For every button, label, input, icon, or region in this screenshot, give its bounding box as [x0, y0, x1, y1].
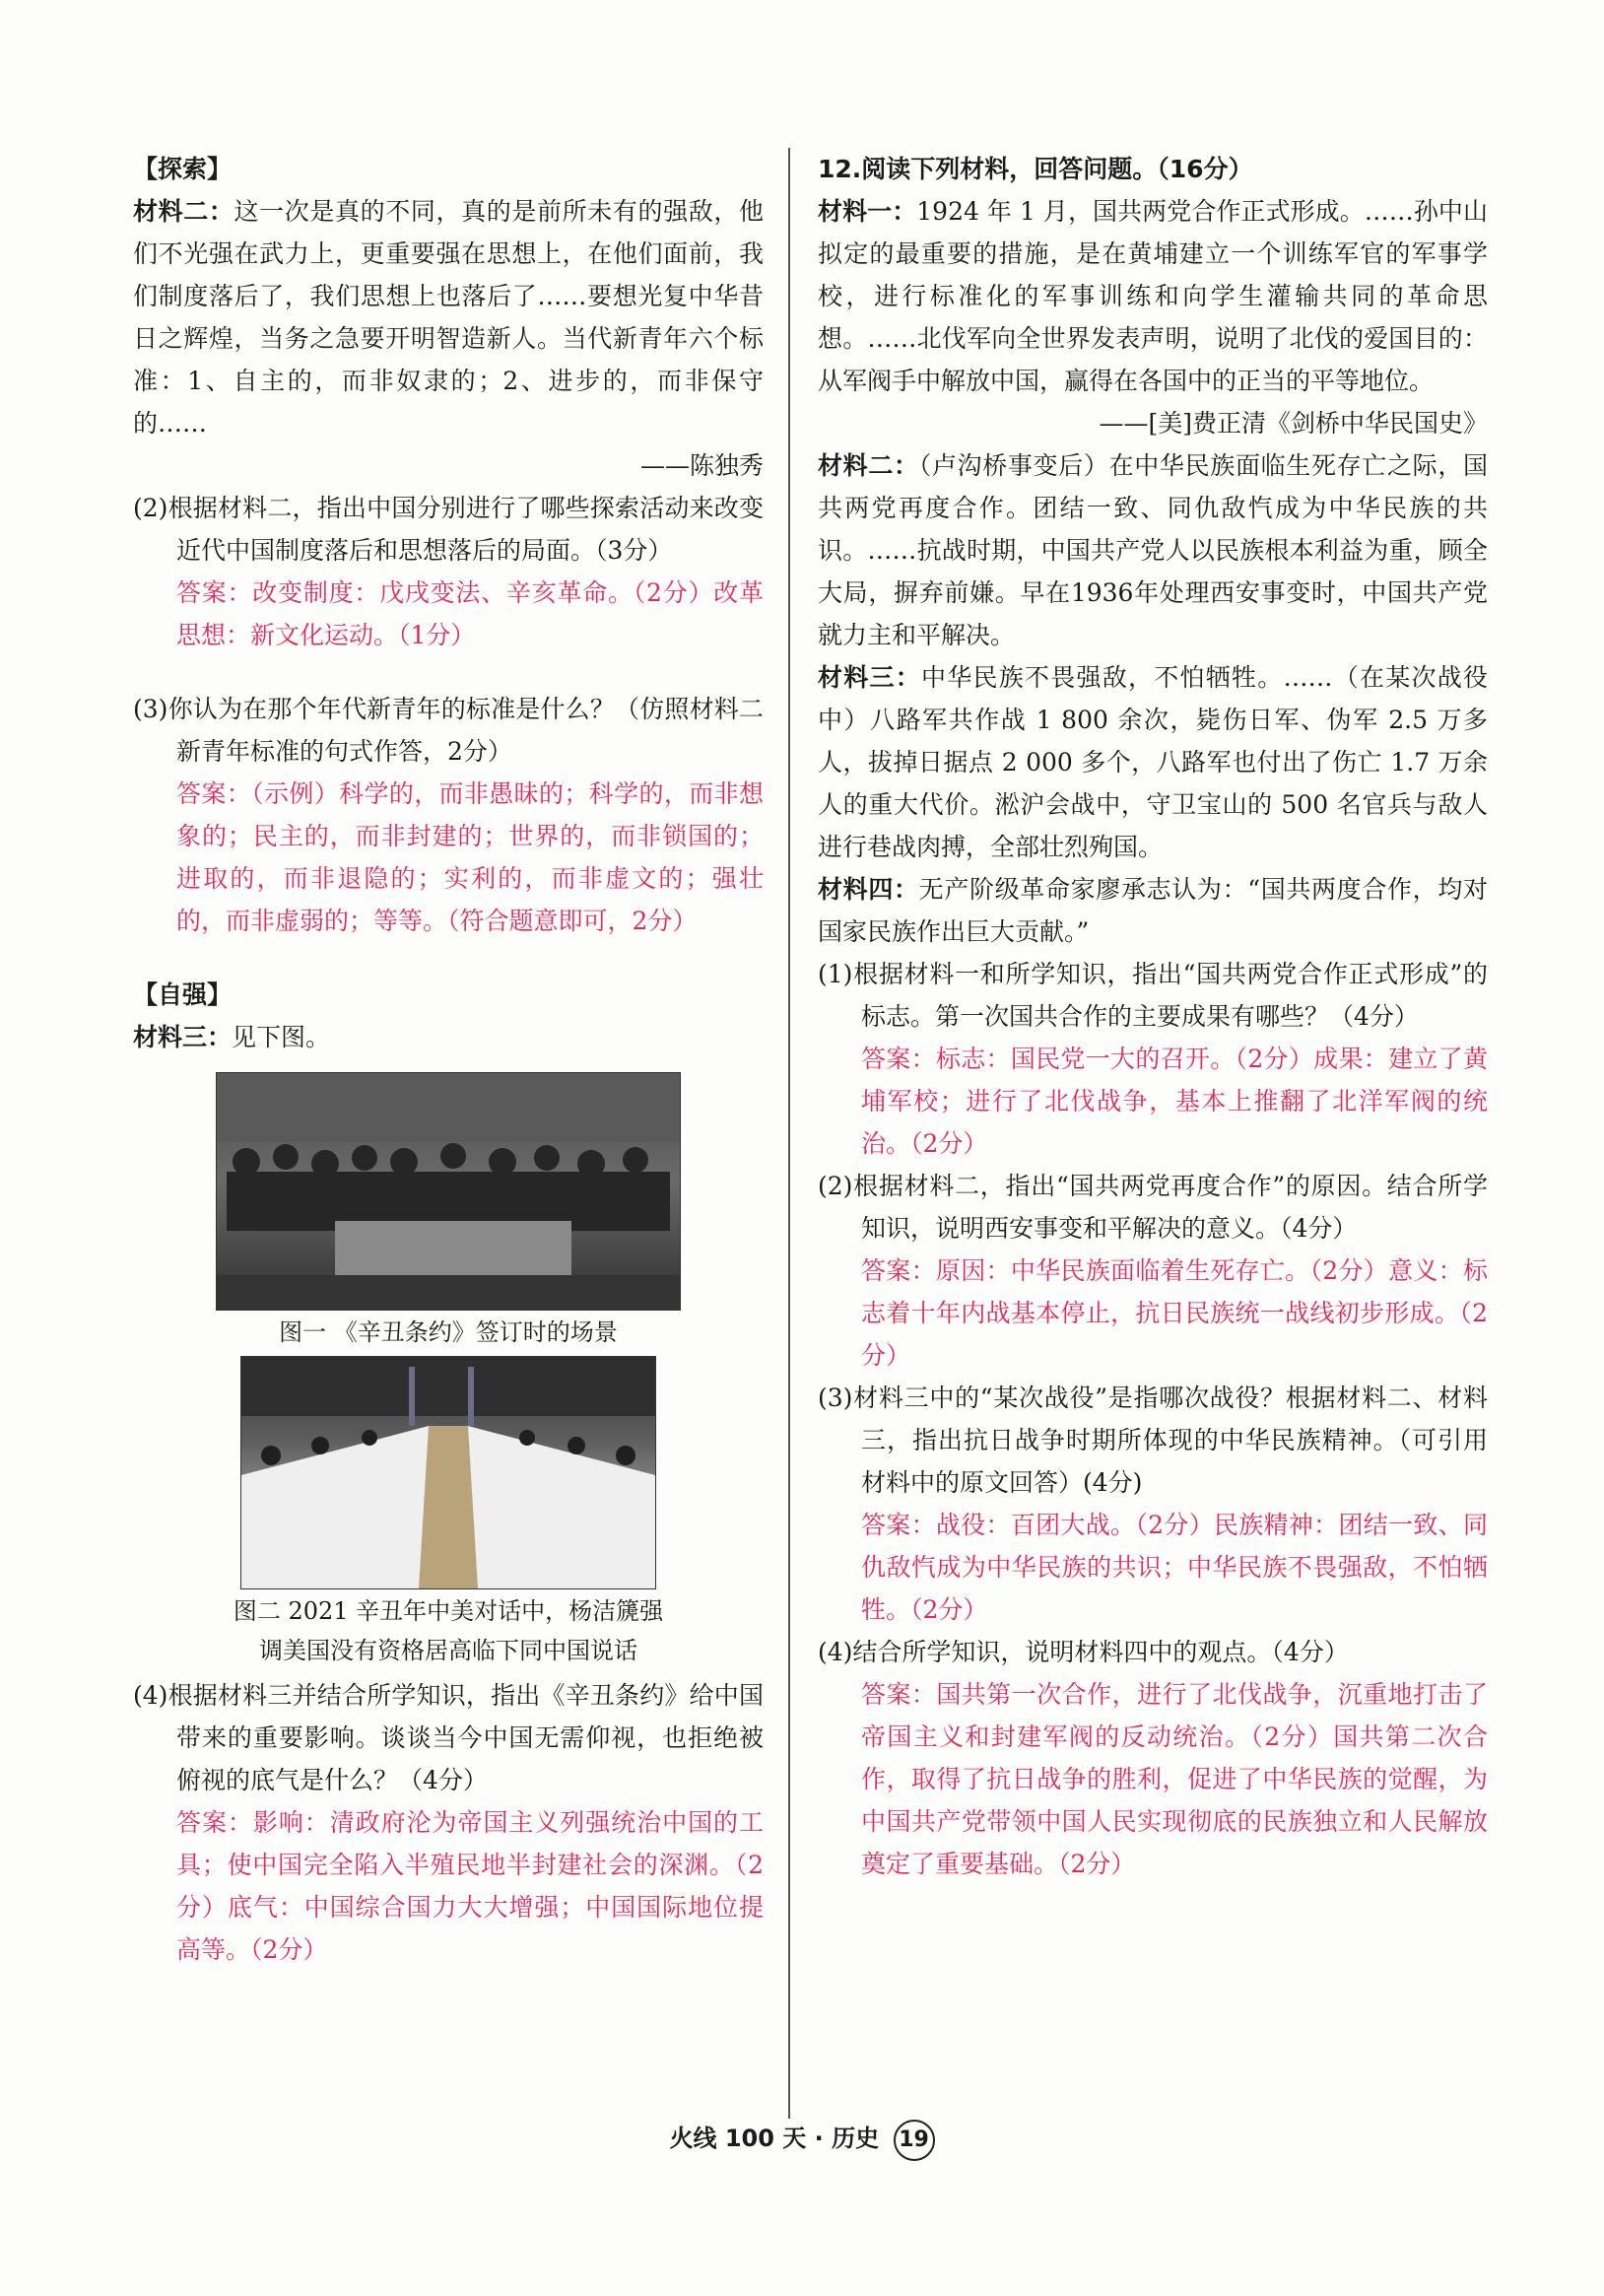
material-four: [818, 868, 1488, 953]
explore-heading: 【探索】: [133, 155, 233, 183]
answer-3-left: 答案：（示例）科学的，而非愚昧的；科学的，而非想象的；民主的，而非封建的；世界的，而非锁国的；进取的，而非退隐的；实利的，而非虚文的；强壮的，而非虚弱的；等等。（符合题意即可，2分）: [176, 779, 764, 935]
answer-2-right: 答案：原因：中华民族面临着生死存亡。（2分）意义：标志着十年内战基本停止，抗日民族统一战线初步形成。（2分）: [861, 1256, 1488, 1370]
material-label: 材料二：: [133, 197, 234, 226]
footer-title: 火线 100 天 · 历史: [669, 2125, 880, 2152]
right-column: [818, 148, 1488, 1885]
material-label: 材料一：: [818, 197, 917, 226]
dialogue-photo-graphic: [241, 1357, 655, 1588]
material-two-right: [818, 444, 1488, 656]
question-4-right: (4)结合所学知识，说明材料四中的观点。（4分）: [818, 1638, 1349, 1666]
material-source: ——陈独秀: [639, 451, 764, 480]
material-label: 材料三：: [818, 663, 921, 692]
caption-line: 图二 2021 辛丑年中美对话中，杨洁篪强: [233, 1597, 664, 1625]
material-text: 中华民族不畏强敌，不怕牺牲。……（在某次战役中）八路军共作战 1 800 余次，毙伤日军、伪军 2.5 万多人，拔掉日据点 2 000 多个，八路军也付出了伤亡 1.7 万余人的重大代价。淞沪会战中，守卫宝山的 500 名官兵与敌人进行巷战肉搏，全部壮烈殉国。: [818, 663, 1488, 861]
material-label: 材料三：: [133, 1023, 233, 1051]
question-2-right: (2)根据材料二，指出“国共两党再度合作”的原因。结合所学知识，说明西安事变和平解决的意义。（4分）: [818, 1172, 1488, 1243]
question-1-right: (1)根据材料一和所学知识，指出“国共两党合作正式形成”的标志。第一次国共合作的主要成果有哪些？（4分）: [818, 960, 1488, 1031]
material-three-right: [818, 656, 1488, 868]
answer-1-right: 答案：标志：国民党一大的召开。（2分）成果：建立了黄埔军校；进行了北伐战争，基本上推翻了北洋军阀的统治。（2分）: [861, 1045, 1488, 1158]
material-two-left: [133, 190, 764, 444]
question-4-left: (4)根据材料三并结合所学知识，指出《辛丑条约》给中国带来的重要影响。谈谈当今中国无需仰视，也拒绝被俯视的底气是什么？（4分）: [133, 1681, 764, 1794]
treaty-signing-photo: [216, 1072, 681, 1311]
figure-one-caption: 图一 《辛丑条约》签订时的场景: [279, 1318, 618, 1346]
material-text: （卢沟桥事变后）在中华民族面临生死存亡之际，国共两党再度合作。团结一致、同仇敌忾成为中华民族的共识。……抗战时期，中国共产党人以民族根本利益为重，顾全大局，摒弃前嫌。早在1936年处理西安事变时，中国共产党就力主和平解决。: [818, 451, 1488, 649]
material-one: [818, 190, 1488, 402]
question-2-left: (2)根据材料二，指出中国分别进行了哪些探索活动来改变近代中国制度落后和思想落后的局面。（3分）: [133, 494, 764, 565]
question-3-right: (3)材料三中的“某次战役”是指哪次战役？根据材料二、材料三，指出抗日战争时期所体现的中华民族精神。（可引用材料中的原文回答）(4分): [818, 1384, 1488, 1497]
answer-2-left: 答案：改变制度：戊戌变法、辛亥革命。（2分）改革思想：新文化运动。（1分）: [176, 578, 764, 649]
figure-two-caption: [133, 1591, 764, 1670]
caption-line: 调美国没有资格居高临下同中国说话: [259, 1637, 637, 1664]
question-3-left: (3)你认为在那个年代新青年的标准是什么？（仿照材料二新青年标准的句式作答，2分）: [133, 695, 764, 766]
question-12-title: 12.阅读下列材料，回答问题。（16分）: [818, 155, 1253, 183]
left-column: [133, 148, 764, 1971]
column-divider: [788, 148, 790, 2119]
treaty-photo-graphic: [217, 1073, 680, 1310]
answer-4-left: 答案：影响：清政府沦为帝国主义列强统治中国的工具；使中国完全陷入半殖民地半封建社会的深渊。（2分）底气：中国综合国力大大增强；中国国际地位提高等。（2分）: [176, 1808, 764, 1964]
page-number: 19: [894, 2120, 935, 2161]
material-text: 见下图。: [232, 1023, 331, 1051]
answer-4-right: 答案：国共第一次合作，进行了北伐战争，沉重地打击了帝国主义和封建军阀的反动统治。（2分）国共第二次合作，取得了抗日战争的胜利，促进了中华民族的觉醒，为中国共产党带领中国人民实现彻底的民族独立和人民解放奠定了重要基础。（2分）: [861, 1680, 1488, 1878]
material-label: 材料四：: [818, 875, 919, 904]
material-text: 无产阶级革命家廖承志认为：“国共两度合作，均对国家民族作出巨大贡献。”: [818, 875, 1488, 946]
material-label: 材料二：: [818, 451, 919, 480]
material-text: 1924 年 1 月，国共两党合作正式形成。……孙中山拟定的最重要的措施，是在黄埔建立一个训练军官的军事学校，进行标准化的军事训练和向学生灌输共同的革命思想。……北伐军向全世界发表声明，说明了北伐的爱国目的：从军阀手中解放中国，赢得在各国中的正当的平等地位。: [818, 197, 1488, 395]
dialogue-photo: [240, 1356, 656, 1589]
material-text: 这一次是真的不同，真的是前所未有的强敌，他们不光强在武力上，更重要强在思想上，在他们面前，我们制度落后了，我们思想上也落后了……要想光复中华昔日之辉煌，当务之急要开明智造新人。当代新青年六个标准：1、自主的，而非奴隶的；2、进步的，而非保守的……: [133, 197, 764, 438]
material-three-left: [133, 1016, 764, 1058]
answer-3-right: 答案：战役：百团大战。（2分）民族精神：团结一致、同仇敌忾成为中华民族的共识；中华民族不畏强敌，不怕牺牲。（2分）: [861, 1511, 1488, 1624]
self-strength-heading: 【自强】: [133, 980, 233, 1009]
page-footer: [0, 2119, 1604, 2161]
material-source: ——[美]费正清《剑桥中华民国史》: [1099, 409, 1488, 438]
